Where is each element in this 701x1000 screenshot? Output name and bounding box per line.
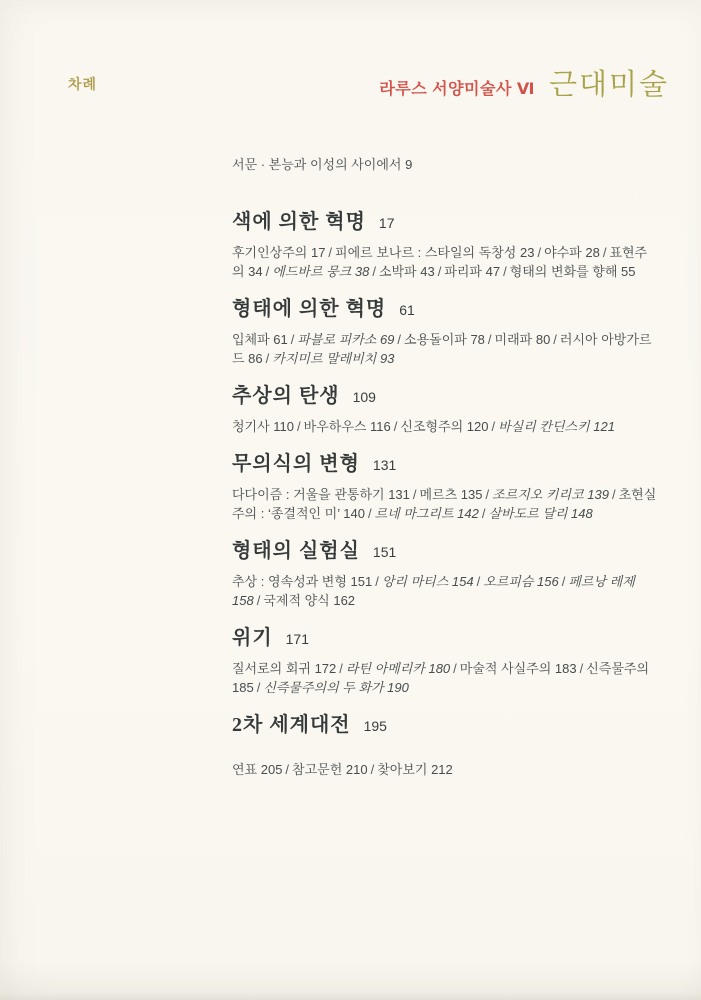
toc-entry: 초현실주의 : ‘종결적인 미’ 140	[232, 487, 657, 521]
entry-separator: /	[437, 264, 442, 279]
toc-entry: 살바도르 달리 148	[488, 506, 593, 521]
toc-label: 차례	[68, 76, 98, 92]
entry-separator: /	[375, 574, 379, 589]
chapter-entry-list	[232, 659, 658, 697]
toc-entry: 조르지오 키리코 139	[492, 487, 609, 502]
preface-label: 서문 · 본능과 이성의 사이에서	[232, 157, 402, 172]
entry-separator: /	[553, 332, 557, 347]
toc-entry: 표현주의 34	[232, 245, 648, 279]
entry-separator: /	[256, 593, 261, 608]
entry-separator: /	[561, 574, 566, 589]
chapter-title-text: 색에 의한 혁명	[232, 211, 366, 233]
toc-entry: 추상 : 영속성과 변형 151	[232, 574, 373, 589]
toc-entry: 카지미르 말레비치 93	[272, 351, 395, 366]
entry-separator: /	[476, 574, 481, 589]
toc-entry: 질서로의 회귀 172	[232, 661, 337, 676]
chapter-title-text: 위기	[232, 627, 273, 649]
toc-entry: 파리파 47	[444, 264, 501, 279]
toc-entry: 국제적 양식 162	[263, 593, 356, 608]
toc-entry: 마술적 사실주의 183	[459, 661, 577, 676]
toc-chapter	[232, 539, 658, 610]
toc-entry: 바우하우스 116	[303, 419, 391, 434]
chapter-entry-list	[232, 485, 658, 523]
entry-separator: /	[285, 762, 290, 777]
chapter-title	[232, 713, 658, 738]
series-title: 라루스 서양미술사 Ⅵ	[379, 81, 535, 98]
entry-separator: /	[370, 762, 375, 777]
chapter-page-number: 195	[363, 718, 387, 734]
chapter-entry-list	[232, 572, 658, 610]
chapter-entry-list	[232, 330, 658, 368]
backmatter-entries	[232, 760, 658, 779]
toc-entry: 신즉물주의 185	[232, 661, 650, 695]
entry-separator: /	[491, 419, 496, 434]
entry-separator: /	[602, 245, 607, 260]
chapter-title	[232, 297, 658, 322]
chapter-title	[232, 626, 658, 651]
toc-entry: 입체파 61	[232, 332, 288, 347]
toc-chapter	[232, 210, 658, 281]
toc-chapter	[232, 713, 658, 738]
chapter-title-text: 형태의 실험실	[232, 540, 360, 562]
page-header-titles	[379, 62, 669, 103]
toc-entry: 오르피슴 156	[483, 574, 559, 589]
entry-separator: /	[328, 245, 333, 260]
chapter-title	[232, 452, 658, 477]
chapter-entry-list	[232, 417, 658, 436]
chapter-title	[232, 210, 658, 235]
toc-entry: 페르낭 레제 158	[232, 574, 635, 608]
entry-separator: /	[265, 351, 270, 366]
toc-chapter	[232, 297, 658, 368]
backmatter-entry: 참고문헌 210	[292, 762, 368, 777]
toc-entry: 에드바르 뭉크 38	[272, 264, 370, 279]
toc-chapter	[232, 626, 658, 697]
chapter-page-number: 17	[378, 215, 395, 231]
volume-title: 근대미술	[548, 69, 669, 101]
chapter-entry-list	[232, 243, 658, 281]
toc-entry: 바실리 칸딘스키 121	[498, 419, 615, 434]
chapter-title	[232, 384, 658, 409]
chapter-page-number: 151	[372, 544, 397, 560]
entry-separator: /	[503, 264, 507, 279]
entry-separator: /	[290, 332, 295, 347]
entry-separator: /	[265, 264, 270, 279]
toc-content	[232, 156, 658, 792]
entry-separator: /	[393, 419, 398, 434]
toc-chapter	[232, 384, 658, 436]
entry-separator: /	[297, 419, 301, 434]
toc-entry: 러시아 아방가르드 86	[232, 332, 652, 366]
toc-chapter	[232, 452, 658, 523]
toc-entry: 앙리 마티스 154	[381, 574, 474, 589]
entry-separator: /	[256, 680, 261, 695]
toc-entry: 피에르 보나르 : 스타일의 독창성 23	[335, 245, 535, 260]
entry-separator: /	[367, 506, 372, 521]
entry-separator: /	[412, 487, 417, 502]
preface-entry	[232, 156, 658, 174]
toc-entry: 청기사 110	[232, 419, 295, 434]
toc-entry: 미래파 80	[494, 332, 551, 347]
toc-entry: 메르츠 135	[419, 487, 483, 502]
chapter-title-text: 무의식의 변형	[232, 453, 360, 475]
chapter-title-text: 2차 세계대전	[232, 714, 351, 736]
toc-entry: 후기인상주의 17	[232, 245, 326, 260]
entry-separator: /	[579, 661, 584, 676]
entry-separator: /	[372, 264, 376, 279]
toc-entry: 신즉물주의의 두 화가 190	[263, 680, 409, 695]
chapter-title-text: 추상의 탄생	[232, 385, 340, 407]
preface-page-number: 9	[405, 157, 413, 172]
toc-entry: 형태의 변화를 향해 55	[509, 264, 636, 279]
chapter-list	[232, 210, 658, 738]
entry-separator: /	[485, 487, 490, 502]
chapter-title	[232, 539, 658, 564]
entry-separator: /	[537, 245, 542, 260]
toc-entry: 소용돌이파 78	[404, 332, 485, 347]
toc-entry: 르네 마그리트 142	[374, 506, 479, 521]
backmatter-entry: 연표 205	[232, 762, 283, 777]
toc-entry: 라틴 아메리카 180	[345, 661, 451, 676]
chapter-title-text: 형태에 의한 혁명	[232, 298, 387, 320]
chapter-page-number: 109	[352, 389, 376, 405]
entry-separator: /	[487, 332, 492, 347]
chapter-page-number: 131	[372, 457, 397, 473]
toc-entry: 파블로 피카소 69	[297, 332, 395, 347]
entry-separator: /	[453, 661, 457, 676]
entry-separator: /	[397, 332, 402, 347]
chapter-page-number: 61	[399, 302, 415, 318]
entry-separator: /	[611, 487, 616, 502]
entry-separator: /	[339, 661, 343, 676]
toc-entry: 소박파 43	[378, 264, 435, 279]
chapter-page-number: 171	[285, 631, 309, 647]
entry-separator: /	[481, 506, 486, 521]
toc-entry: 신조형주의 120	[400, 419, 489, 434]
toc-entry: 다다이즘 : 거울을 관통하기 131	[232, 487, 410, 502]
backmatter-entry: 찾아보기 212	[377, 762, 453, 777]
toc-entry: 야수파 28	[544, 245, 600, 260]
